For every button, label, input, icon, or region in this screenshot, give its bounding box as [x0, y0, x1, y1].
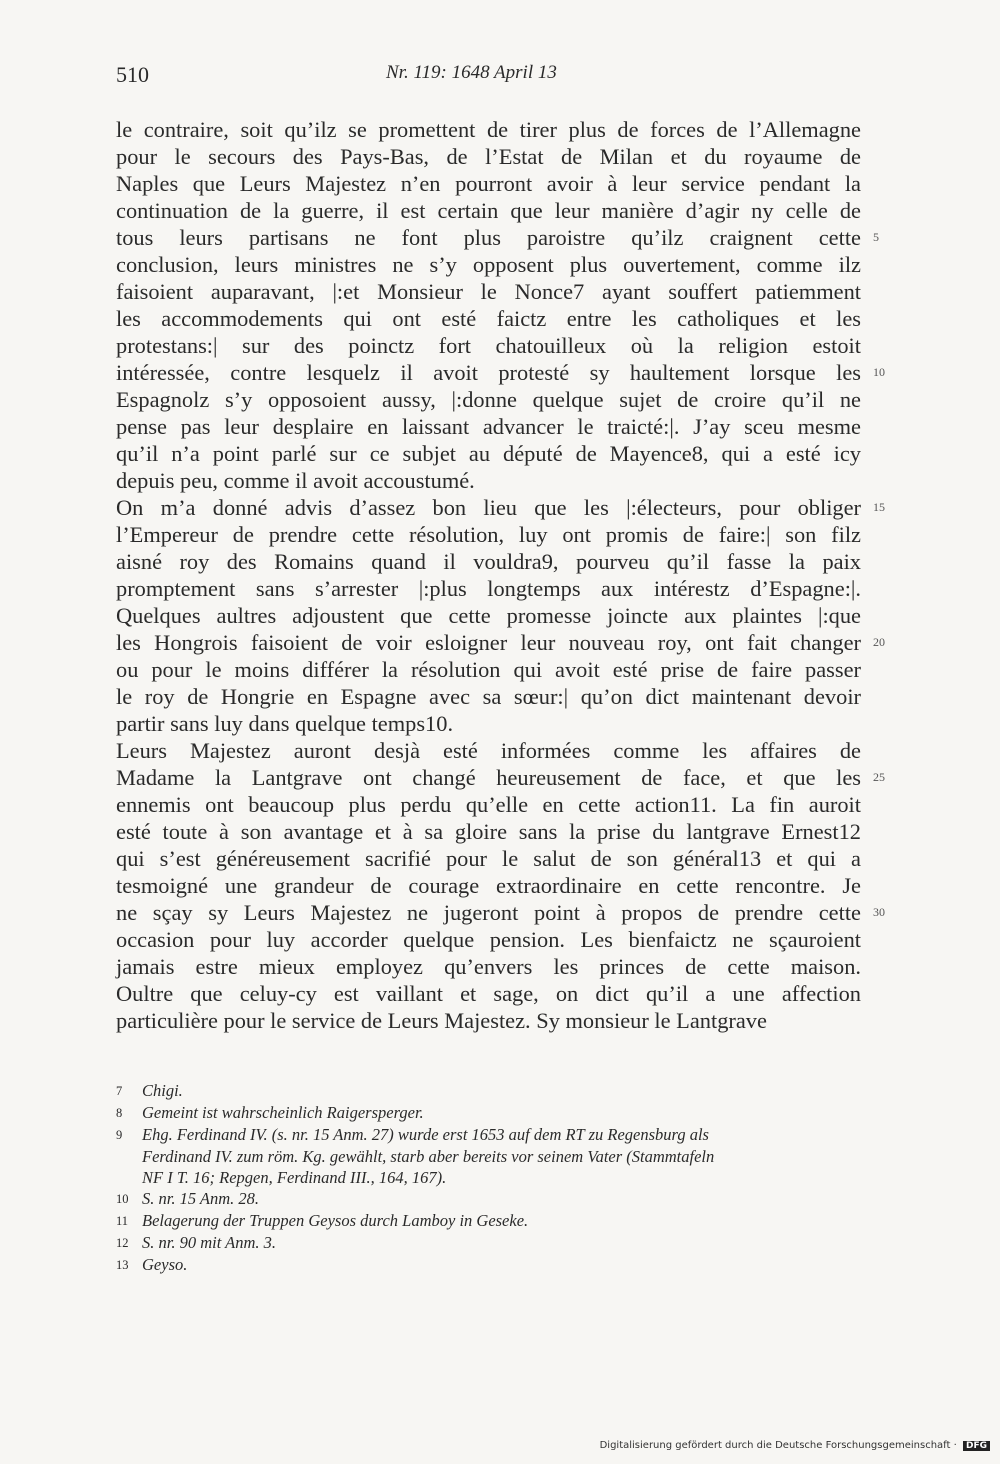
footnotes — [116, 1080, 876, 1276]
body-line: depuis peu, comme il avoit accoustumé. — [116, 468, 475, 493]
body-line: Leurs Majestez auront desjà esté informées comme les affaires de — [116, 738, 861, 763]
footnote — [116, 1146, 876, 1167]
line-number: 25 — [873, 770, 885, 784]
body-line: promptement sans s’arrester |:plus longtemps aux intérestz d’Espagne:|. — [116, 576, 861, 601]
footnote-number — [116, 1167, 142, 1188]
body-line: ennemis ont beaucoup plus perdu qu’elle en cette action11. La fin auroit — [116, 792, 861, 817]
dfg-logo: DFG — [963, 1441, 990, 1451]
line-number: 5 — [873, 230, 879, 244]
body-line: qui s’est généreusement sacrifié pour le salut de son général13 et qui a — [116, 846, 861, 871]
footnote — [116, 1102, 876, 1124]
body-line: On m’a donné advis d’assez bon lieu que les |:électeurs, pour obliger 15 — [116, 495, 885, 520]
footnote — [116, 1080, 876, 1102]
body-line: Espagnolz s’y opposoient aussy, |:donne quelque sujet de croire qu’il ne — [116, 387, 861, 412]
footnote — [116, 1232, 876, 1254]
footnote — [116, 1167, 876, 1188]
body-line: occasion pour luy accorder quelque pension. Les bienfaictz ne sçauroient — [116, 927, 861, 952]
line-number: 10 — [873, 365, 885, 379]
footnote-text: Ferdinand IV. zum röm. Kg. gewählt, starb aber bereits vor seinem Vater (Stammtafeln — [142, 1147, 715, 1166]
body-line: tesmoigné une grandeur de courage extraordinaire en cette rencontre. Je — [116, 873, 861, 898]
body-line: particulière pour le service de Leurs Majestez. Sy monsieur le Lantgrave — [116, 1008, 767, 1033]
footnote-number: 7 — [116, 1084, 123, 1098]
footnote-number: 12 — [116, 1236, 129, 1250]
footnote-number: 13 — [116, 1258, 129, 1272]
footnote-number: 9 — [116, 1128, 123, 1142]
body-line: pour le secours des Pays-Bas, de l’Estat de Milan et du royaume de — [116, 144, 861, 169]
body-line: conclusion, leurs ministres ne s’y opposent plus ouvertement, comme ilz — [116, 252, 861, 277]
footnote — [116, 1124, 876, 1146]
body-line: protestans:| sur des poinctz fort chatouilleux où la religion estoit — [116, 333, 861, 358]
body-line: le roy de Hongrie en Espagne avec sa sœur:| qu’on dict maintenant devoir — [116, 684, 861, 709]
footnote-text: Chigi. — [142, 1081, 183, 1100]
footnote-number: 10 — [116, 1192, 129, 1206]
body-line: tous leurs partisans ne font plus paroistre qu’ilz craignent cette 5 — [116, 225, 879, 250]
page-number: 510 — [116, 62, 149, 87]
footnote-text: Gemeint ist wahrscheinlich Raigersperger. — [142, 1103, 424, 1122]
body-line: l’Empereur de prendre cette résolution, luy ont promis de faire:| son filz — [116, 522, 861, 547]
body-line: aisné roy des Romains quand il vouldra9, pourveu qu’il fasse la paix — [116, 549, 861, 574]
footnote-text: Belagerung der Truppen Geysos durch Lamboy in Geseke. — [142, 1211, 529, 1230]
body-line: Madame la Lantgrave ont changé heureusement de face, et que les 25 — [116, 765, 885, 790]
footnote-number: 8 — [116, 1106, 123, 1120]
body-line: les Hongrois faisoient de voir esloigner leur nouveau roy, ont fait changer 20 — [116, 630, 885, 655]
body-line: ou pour le moins différer la résolution qui avoit esté prise de faire passer — [116, 657, 861, 682]
footnote — [116, 1254, 876, 1276]
line-number: 20 — [873, 635, 885, 649]
footnote — [116, 1188, 876, 1210]
body-line: ne sçay sy Leurs Majestez ne jugeront point à propos de prendre cette 30 — [116, 900, 885, 925]
body-line: Naples que Leurs Majestez n’en pourront avoir à leur service pendant la — [116, 171, 861, 196]
body-text — [116, 116, 885, 1034]
footnote-number — [116, 1146, 142, 1167]
digitization-credit: Digitalisierung gefördert durch die Deutsche Forschungsgemeinschaft · DFG — [600, 1440, 990, 1451]
body-line: esté toute à son avantage et à sa gloire sans la prise du lantgrave Ernest12 — [116, 819, 861, 844]
body-line: les accommodements qui ont esté faictz entre les catholiques et les — [116, 306, 861, 331]
body-line: intéressée, contre lesquelz il avoit protesté sy haultement lorsque les 10 — [116, 360, 885, 385]
footnote-text: S. nr. 90 mit Anm. 3. — [142, 1233, 276, 1252]
footnote-text: S. nr. 15 Anm. 28. — [142, 1189, 260, 1208]
line-number: 30 — [873, 905, 885, 919]
body-line: qu’il n’a point parlé sur ce subjet au député de Mayence8, qui a esté icy — [116, 441, 861, 466]
footnote — [116, 1210, 876, 1232]
body-line: pense pas leur desplaire en laissant advancer le traicté:|. J’ay sceu mesme — [116, 414, 861, 439]
footnote-text: Geyso. — [142, 1255, 188, 1274]
body-line: faisoient auparavant, |:et Monsieur le Nonce7 ayant souffert patiemment — [116, 279, 861, 304]
footnote-text: NF I T. 16; Repgen, Ferdinand III., 164, 167). — [142, 1168, 447, 1187]
running-head: Nr. 119: 1648 April 13 — [386, 62, 557, 83]
body-line: partir sans luy dans quelque temps10. — [116, 711, 454, 736]
body-line: continuation de la guerre, il est certain que leur manière d’agir ny celle de — [116, 198, 861, 223]
footnote-text: Ehg. Ferdinand IV. (s. nr. 15 Anm. 27) wurde erst 1653 auf dem RT zu Regensburg als — [142, 1125, 709, 1144]
body-line: le contraire, soit qu’ilz se promettent de tirer plus de forces de l’Allemagne — [116, 117, 861, 142]
body-line: Oultre que celuy-cy est vaillant et sage, on dict qu’il a une affection — [116, 981, 861, 1006]
body-line: Quelques aultres adjoustent que cette promesse joincte aux plaintes |:que — [116, 603, 861, 628]
line-number: 15 — [873, 500, 885, 514]
footnote-number: 11 — [116, 1214, 129, 1228]
body-line: jamais estre mieux employez qu’envers les princes de cette maison. — [116, 954, 861, 979]
credit-text: Digitalisierung gefördert durch die Deutsche Forschungsgemeinschaft — [599, 1440, 951, 1451]
